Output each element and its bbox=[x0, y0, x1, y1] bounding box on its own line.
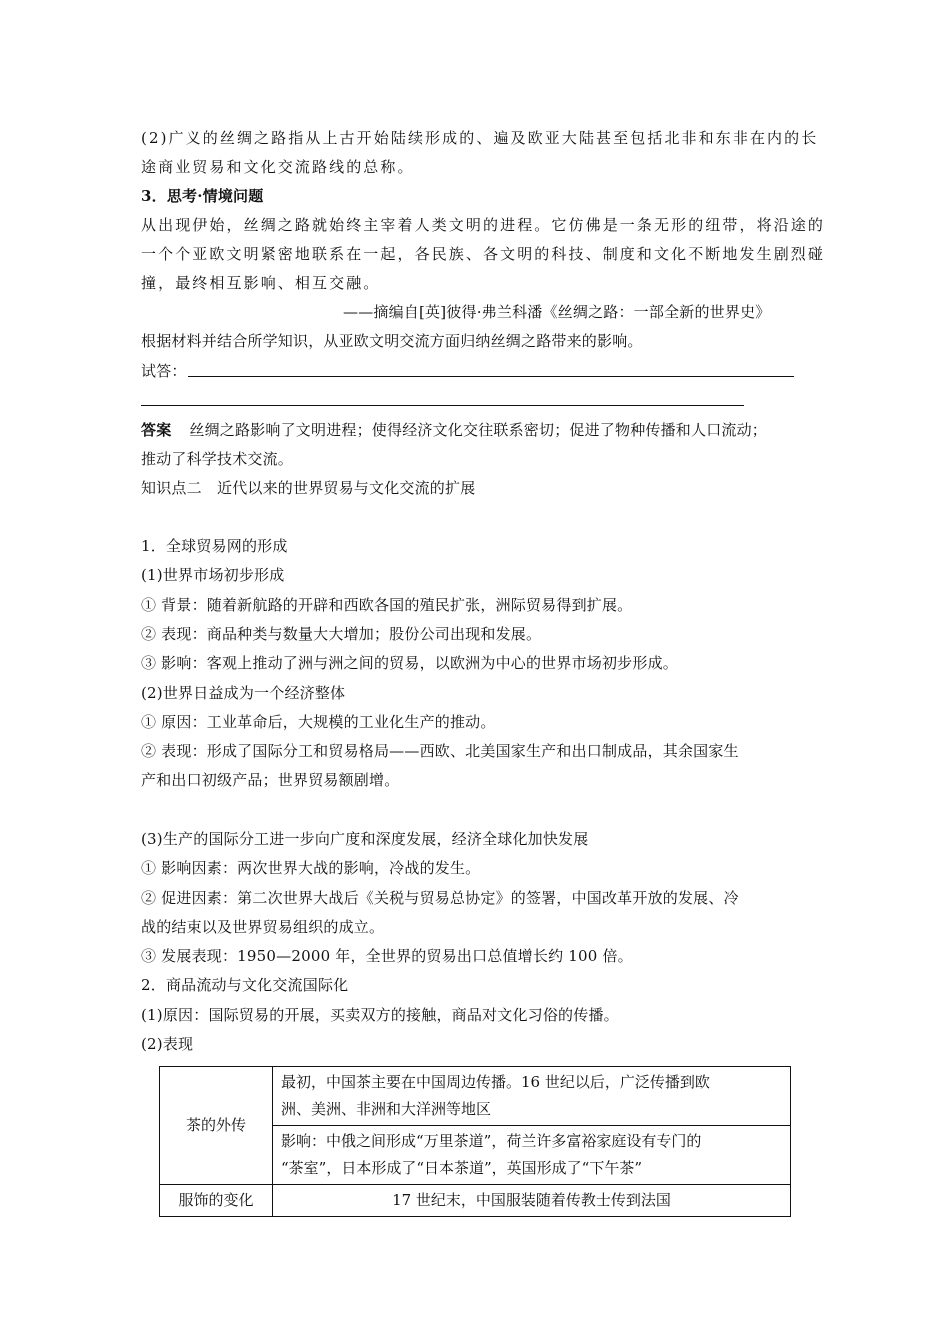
answer-blank-line-1[interactable] bbox=[188, 376, 794, 377]
answer-prompt-label: 试答： bbox=[141, 362, 187, 380]
item-influencing-factors: ① 影响因素：两次世界大战的影响，冷战的发生。 bbox=[141, 859, 481, 877]
item-manifestation-2-line-2: 产和出口初级产品；世界贸易额剧增。 bbox=[141, 771, 400, 789]
item-manifestation: ② 表现：商品种类与数量大大增加；股份公司出现和发展。 bbox=[141, 625, 542, 643]
answer-blank-line-2[interactable] bbox=[141, 405, 744, 406]
tea-label-cell: 茶的外传 bbox=[160, 1067, 273, 1185]
heading-1-1: (1)世界市场初步形成 bbox=[141, 566, 285, 584]
table-row bbox=[160, 1067, 791, 1126]
section-2-title: 知识点二 近代以来的世界贸易与文化交流的扩展 bbox=[141, 479, 476, 497]
item-development: ③ 发展表现：1950—2000 年，全世界的贸易出口总值增长约 100 倍。 bbox=[141, 947, 633, 965]
heading-2-1: (1)原因：国际贸易的开展，买卖双方的接触，商品对文化习俗的传播。 bbox=[141, 1006, 619, 1024]
tea-impact-line-2: “茶室”，日本形成了“日本茶道”，英国形成了“下午茶” bbox=[281, 1159, 643, 1177]
table-row bbox=[160, 1185, 791, 1217]
answer-label: 答案 bbox=[141, 421, 172, 439]
answer-text-1: 丝绸之路影响了文明进程；使得经济文化交往联系密切；促进了物种传播和人口流动； bbox=[189, 421, 768, 439]
question-prompt: 根据材料并结合所学知识，从亚欧文明交流方面归纳丝绸之路带来的影响。 bbox=[141, 332, 643, 350]
heading-2-2: (2)表现 bbox=[141, 1035, 194, 1053]
quote-line-1: 从出现伊始，丝绸之路就始终主宰着人类文明的进程。它仿佛是一条无形的纽带，将沿途的 bbox=[141, 216, 826, 234]
tea-spread-cell bbox=[273, 1067, 791, 1126]
question-3-heading: 3．思考·情境问题 bbox=[141, 187, 264, 205]
tea-impact-cell bbox=[273, 1126, 791, 1185]
tea-spread-line-1: 最初，中国茶主要在中国周边传播。16 世纪以后，广泛传播到欧 bbox=[281, 1073, 710, 1091]
tea-spread-line-2: 洲、美洲、非洲和大洋洲等地区 bbox=[281, 1100, 492, 1118]
clothing-label-cell: 服饰的变化 bbox=[160, 1185, 273, 1217]
quote-line-2: 一个个亚欧文明紧密地联系在一起，各民族、各文明的科技、制度和文化不断地发生剧烈碰 bbox=[141, 245, 826, 263]
material-paragraph-2-line-2: 途商业贸易和文化交流路线的总称。 bbox=[141, 158, 415, 176]
clothing-cell: 17 世纪末，中国服装随着传教士传到法国 bbox=[273, 1185, 791, 1217]
material-paragraph-2-line-1: (2)广义的丝绸之路指从上古开始陆续形成的、遍及欧亚大陆甚至包括北非和东非在内的长 bbox=[141, 129, 819, 147]
quote-attribution: ——摘编自[英]彼得·弗兰科潘《丝绸之路：一部全新的世界史》 bbox=[343, 303, 771, 321]
heading-2: 2．商品流动与文化交流国际化 bbox=[141, 976, 349, 994]
item-manifestation-2-line-1: ② 表现：形成了国际分工和贸易格局——西欧、北美国家生产和出口制成品，其余国家生 bbox=[141, 742, 739, 760]
answer-line-2: 推动了科学技术交流。 bbox=[141, 450, 294, 468]
item-promoting-factors-line-1: ② 促进因素：第二次世界大战后《关税与贸易总协定》的签署，中国改革开放的发展、冷 bbox=[141, 889, 739, 907]
item-background: ① 背景：随着新航路的开辟和西欧各国的殖民扩张，洲际贸易得到扩展。 bbox=[141, 596, 633, 614]
heading-1-3: (3)生产的国际分工进一步向广度和深度发展，经济全球化加快发展 bbox=[141, 830, 589, 848]
answer-line-1 bbox=[141, 420, 767, 440]
quote-line-3: 撞，最终相互影响、相互交融。 bbox=[141, 274, 381, 292]
item-cause: ① 原因：工业革命后，大规模的工业化生产的推动。 bbox=[141, 713, 496, 731]
heading-1: 1．全球贸易网的形成 bbox=[141, 537, 288, 555]
item-promoting-factors-line-2: 战的结束以及世界贸易组织的成立。 bbox=[141, 918, 385, 936]
exchange-table bbox=[159, 1066, 791, 1217]
item-impact: ③ 影响：客观上推动了洲与洲之间的贸易，以欧洲为中心的世界市场初步形成。 bbox=[141, 654, 678, 672]
tea-impact-line-1: 影响：中俄之间形成“万里茶道”，荷兰许多富裕家庭设有专门的 bbox=[281, 1132, 702, 1150]
heading-1-2: (2)世界日益成为一个经济整体 bbox=[141, 684, 346, 702]
